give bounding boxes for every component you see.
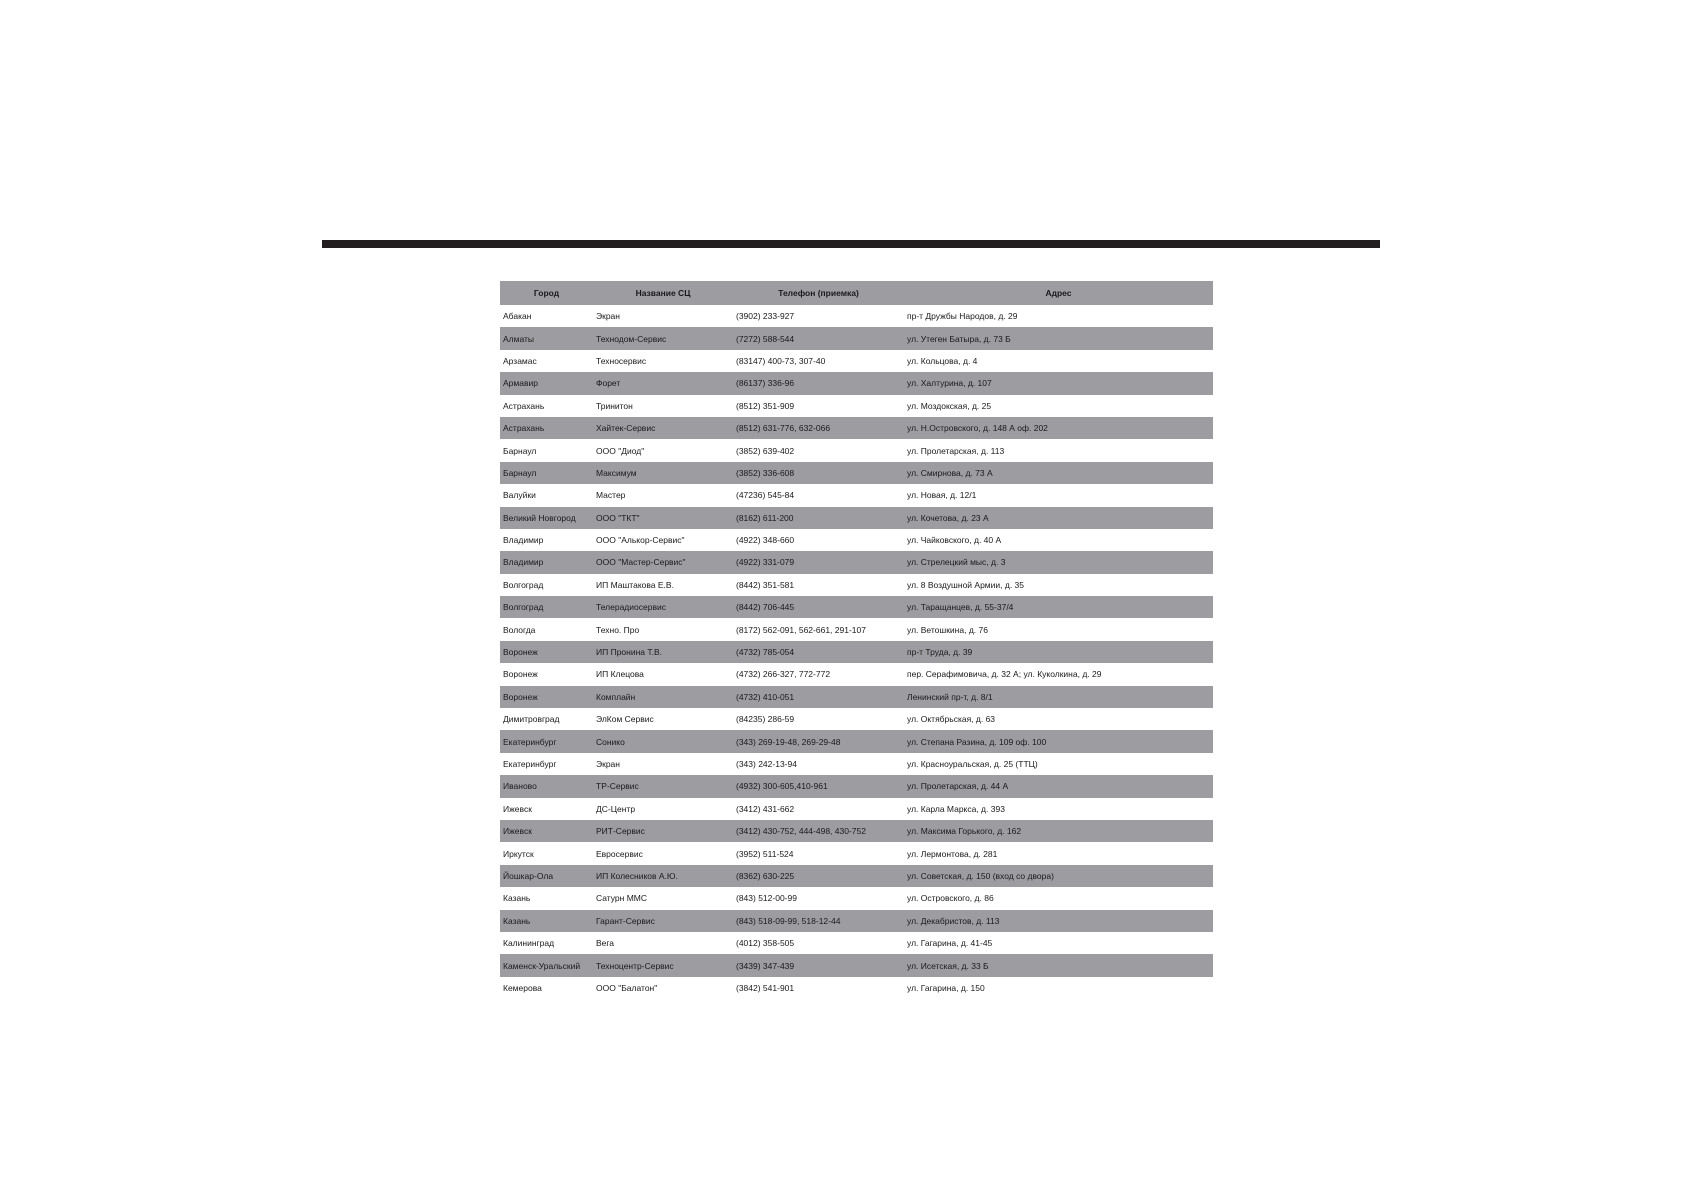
address-cell: ул. Пролетарская, д. 44 А	[904, 775, 1213, 797]
service-center-name-cell: Техносервис	[593, 350, 733, 372]
phone-cell: (3412) 431-662	[733, 798, 904, 820]
table-row	[500, 686, 1213, 708]
city-cell: Великий Новгород	[500, 507, 593, 529]
address-cell: ул. Таращанцев, д. 55-37/4	[904, 596, 1213, 618]
service-center-name-cell: РИТ-Сервис	[593, 820, 733, 842]
city-cell: Владимир	[500, 529, 593, 551]
table-row	[500, 439, 1213, 461]
city-cell: Ижевск	[500, 798, 593, 820]
table-header	[500, 281, 1213, 305]
service-center-name-cell: Мастер	[593, 484, 733, 506]
table-row	[500, 910, 1213, 932]
service-center-name-cell: Тринитон	[593, 395, 733, 417]
phone-cell: (47236) 545-84	[733, 484, 904, 506]
address-cell: пр-т Труда, д. 39	[904, 641, 1213, 663]
table-row	[500, 507, 1213, 529]
phone-cell: (4922) 348-660	[733, 529, 904, 551]
column-header-phone: Телефон (приемка)	[733, 281, 904, 305]
table-row	[500, 350, 1213, 372]
table-row	[500, 417, 1213, 439]
address-cell: ул. Кольцова, д. 4	[904, 350, 1213, 372]
service-center-name-cell: Вега	[593, 932, 733, 954]
service-center-name-cell: Экран	[593, 753, 733, 775]
city-cell: Йошкар-Ола	[500, 865, 593, 887]
table-row	[500, 954, 1213, 976]
phone-cell: (84235) 286-59	[733, 708, 904, 730]
city-cell: Ижевск	[500, 820, 593, 842]
service-center-name-cell: Форет	[593, 372, 733, 394]
address-cell: пер. Серафимовича, д. 32 А; ул. Куколкина, д. 29	[904, 663, 1213, 685]
service-center-name-cell: ДС-Центр	[593, 798, 733, 820]
address-cell: пр-т Дружбы Народов, д. 29	[904, 305, 1213, 327]
service-centers-table-wrapper	[500, 281, 1213, 999]
phone-cell: (8512) 351-909	[733, 395, 904, 417]
city-cell: Арзамас	[500, 350, 593, 372]
phone-cell: (8362) 630-225	[733, 865, 904, 887]
city-cell: Казань	[500, 887, 593, 909]
address-cell: ул. Моздокская, д. 25	[904, 395, 1213, 417]
service-center-name-cell: ИП Колесников А.Ю.	[593, 865, 733, 887]
table-row	[500, 327, 1213, 349]
phone-cell: (4732) 266-327, 772-772	[733, 663, 904, 685]
address-cell: ул. Исетская, д. 33 Б	[904, 954, 1213, 976]
city-cell: Кемерова	[500, 977, 593, 999]
table-row	[500, 753, 1213, 775]
phone-cell: (8172) 562-091, 562-661, 291-107	[733, 618, 904, 640]
service-center-name-cell: Техно. Про	[593, 618, 733, 640]
service-center-name-cell: ЭлКом Сервис	[593, 708, 733, 730]
phone-cell: (8512) 631-776, 632-066	[733, 417, 904, 439]
service-center-name-cell: Комплайн	[593, 686, 733, 708]
city-cell: Волгоград	[500, 574, 593, 596]
address-cell: ул. Утеген Батыра, д. 73 Б	[904, 327, 1213, 349]
service-center-name-cell: Гарант-Сервис	[593, 910, 733, 932]
table-body	[500, 305, 1213, 999]
city-cell: Волгоград	[500, 596, 593, 618]
city-cell: Воронеж	[500, 641, 593, 663]
table-row	[500, 395, 1213, 417]
phone-cell: (843) 512-00-99	[733, 887, 904, 909]
address-cell: ул. Советская, д. 150 (вход со двора)	[904, 865, 1213, 887]
phone-cell: (3852) 336-608	[733, 462, 904, 484]
address-cell: ул. Новая, д. 12/1	[904, 484, 1213, 506]
service-center-name-cell: ООО "Балатон"	[593, 977, 733, 999]
service-center-name-cell: ИП Маштакова Е.В.	[593, 574, 733, 596]
service-center-name-cell: Телерадиосервис	[593, 596, 733, 618]
city-cell: Калининград	[500, 932, 593, 954]
city-cell: Барнаул	[500, 462, 593, 484]
table-row	[500, 977, 1213, 999]
header-row	[500, 281, 1213, 305]
table-row	[500, 820, 1213, 842]
phone-cell: (8162) 611-200	[733, 507, 904, 529]
service-center-name-cell: ТР-Сервис	[593, 775, 733, 797]
table-row	[500, 596, 1213, 618]
phone-cell: (8442) 706-445	[733, 596, 904, 618]
phone-cell: (343) 242-13-94	[733, 753, 904, 775]
phone-cell: (4732) 410-051	[733, 686, 904, 708]
service-center-name-cell: Сонико	[593, 730, 733, 752]
city-cell: Екатеринбург	[500, 753, 593, 775]
city-cell: Барнаул	[500, 439, 593, 461]
address-cell: ул. Чайковского, д. 40 А	[904, 529, 1213, 551]
table-row	[500, 663, 1213, 685]
service-center-name-cell: Технодом-Сервис	[593, 327, 733, 349]
table-row	[500, 484, 1213, 506]
city-cell: Армавир	[500, 372, 593, 394]
service-center-name-cell: ООО "Диод"	[593, 439, 733, 461]
service-center-name-cell: ООО "ТКТ"	[593, 507, 733, 529]
address-cell: ул. Халтурина, д. 107	[904, 372, 1213, 394]
table-row	[500, 775, 1213, 797]
address-cell: Ленинский пр-т, д. 8/1	[904, 686, 1213, 708]
city-cell: Каменск-Уральский	[500, 954, 593, 976]
city-cell: Димитровград	[500, 708, 593, 730]
service-center-name-cell: ООО "Мастер-Сервис"	[593, 551, 733, 573]
column-header-name: Название СЦ	[593, 281, 733, 305]
city-cell: Владимир	[500, 551, 593, 573]
table-row	[500, 618, 1213, 640]
column-header-city: Город	[500, 281, 593, 305]
address-cell: ул. Степана Разина, д. 109 оф. 100	[904, 730, 1213, 752]
service-centers-table	[500, 281, 1213, 999]
address-cell: ул. Ветошкина, д. 76	[904, 618, 1213, 640]
table-row	[500, 641, 1213, 663]
address-cell: ул. Островского, д. 86	[904, 887, 1213, 909]
service-center-name-cell: ООО "Алькор-Сервис"	[593, 529, 733, 551]
service-center-name-cell: Сатурн ММС	[593, 887, 733, 909]
table-row	[500, 708, 1213, 730]
table-row	[500, 798, 1213, 820]
address-cell: ул. Карла Маркса, д. 393	[904, 798, 1213, 820]
city-cell: Астрахань	[500, 395, 593, 417]
phone-cell: (7272) 588-544	[733, 327, 904, 349]
table-row	[500, 932, 1213, 954]
city-cell: Воронеж	[500, 663, 593, 685]
phone-cell: (3842) 541-901	[733, 977, 904, 999]
address-cell: ул. Красноуральская, д. 25 (ТТЦ)	[904, 753, 1213, 775]
service-center-name-cell: Хайтек-Сервис	[593, 417, 733, 439]
table-row	[500, 372, 1213, 394]
header-rule	[322, 240, 1380, 248]
city-cell: Абакан	[500, 305, 593, 327]
city-cell: Валуйки	[500, 484, 593, 506]
service-center-name-cell: Экран	[593, 305, 733, 327]
city-cell: Вологда	[500, 618, 593, 640]
address-cell: ул. Кочетова, д. 23 А	[904, 507, 1213, 529]
service-center-name-cell: ИП Клецова	[593, 663, 733, 685]
phone-cell: (3852) 639-402	[733, 439, 904, 461]
phone-cell: (3952) 511-524	[733, 842, 904, 864]
table-row	[500, 865, 1213, 887]
service-center-name-cell: Евросервис	[593, 842, 733, 864]
city-cell: Алматы	[500, 327, 593, 349]
city-cell: Екатеринбург	[500, 730, 593, 752]
phone-cell: (83147) 400-73, 307-40	[733, 350, 904, 372]
city-cell: Астрахань	[500, 417, 593, 439]
phone-cell: (3439) 347-439	[733, 954, 904, 976]
address-cell: ул. Гагарина, д. 150	[904, 977, 1213, 999]
phone-cell: (8442) 351-581	[733, 574, 904, 596]
city-cell: Иркутск	[500, 842, 593, 864]
table-row	[500, 462, 1213, 484]
phone-cell: (4732) 785-054	[733, 641, 904, 663]
address-cell: ул. Гагарина, д. 41-45	[904, 932, 1213, 954]
table-row	[500, 887, 1213, 909]
column-header-address: Адрес	[904, 281, 1213, 305]
phone-cell: (4922) 331-079	[733, 551, 904, 573]
phone-cell: (4012) 358-505	[733, 932, 904, 954]
table-row	[500, 529, 1213, 551]
address-cell: ул. Декабристов, д. 113	[904, 910, 1213, 932]
service-center-name-cell: Техноцентр-Сервис	[593, 954, 733, 976]
address-cell: ул. Октябрьская, д. 63	[904, 708, 1213, 730]
service-center-name-cell: Максимум	[593, 462, 733, 484]
table-row	[500, 551, 1213, 573]
address-cell: ул. 8 Воздушной Армии, д. 35	[904, 574, 1213, 596]
address-cell: ул. Н.Островского, д. 148 А оф. 202	[904, 417, 1213, 439]
phone-cell: (3412) 430-752, 444-498, 430-752	[733, 820, 904, 842]
address-cell: ул. Максима Горького, д. 162	[904, 820, 1213, 842]
table-row	[500, 305, 1213, 327]
city-cell: Казань	[500, 910, 593, 932]
table-row	[500, 730, 1213, 752]
city-cell: Иваново	[500, 775, 593, 797]
service-center-name-cell: ИП Пронина Т.В.	[593, 641, 733, 663]
address-cell: ул. Лермонтова, д. 281	[904, 842, 1213, 864]
table-row	[500, 842, 1213, 864]
address-cell: ул. Пролетарская, д. 113	[904, 439, 1213, 461]
address-cell: ул. Стрелецкий мыс, д. 3	[904, 551, 1213, 573]
phone-cell: (3902) 233-927	[733, 305, 904, 327]
phone-cell: (343) 269-19-48, 269-29-48	[733, 730, 904, 752]
city-cell: Воронеж	[500, 686, 593, 708]
address-cell: ул. Смирнова, д. 73 А	[904, 462, 1213, 484]
phone-cell: (843) 518-09-99, 518-12-44	[733, 910, 904, 932]
table-row	[500, 574, 1213, 596]
phone-cell: (86137) 336-96	[733, 372, 904, 394]
phone-cell: (4932) 300-605,410-961	[733, 775, 904, 797]
